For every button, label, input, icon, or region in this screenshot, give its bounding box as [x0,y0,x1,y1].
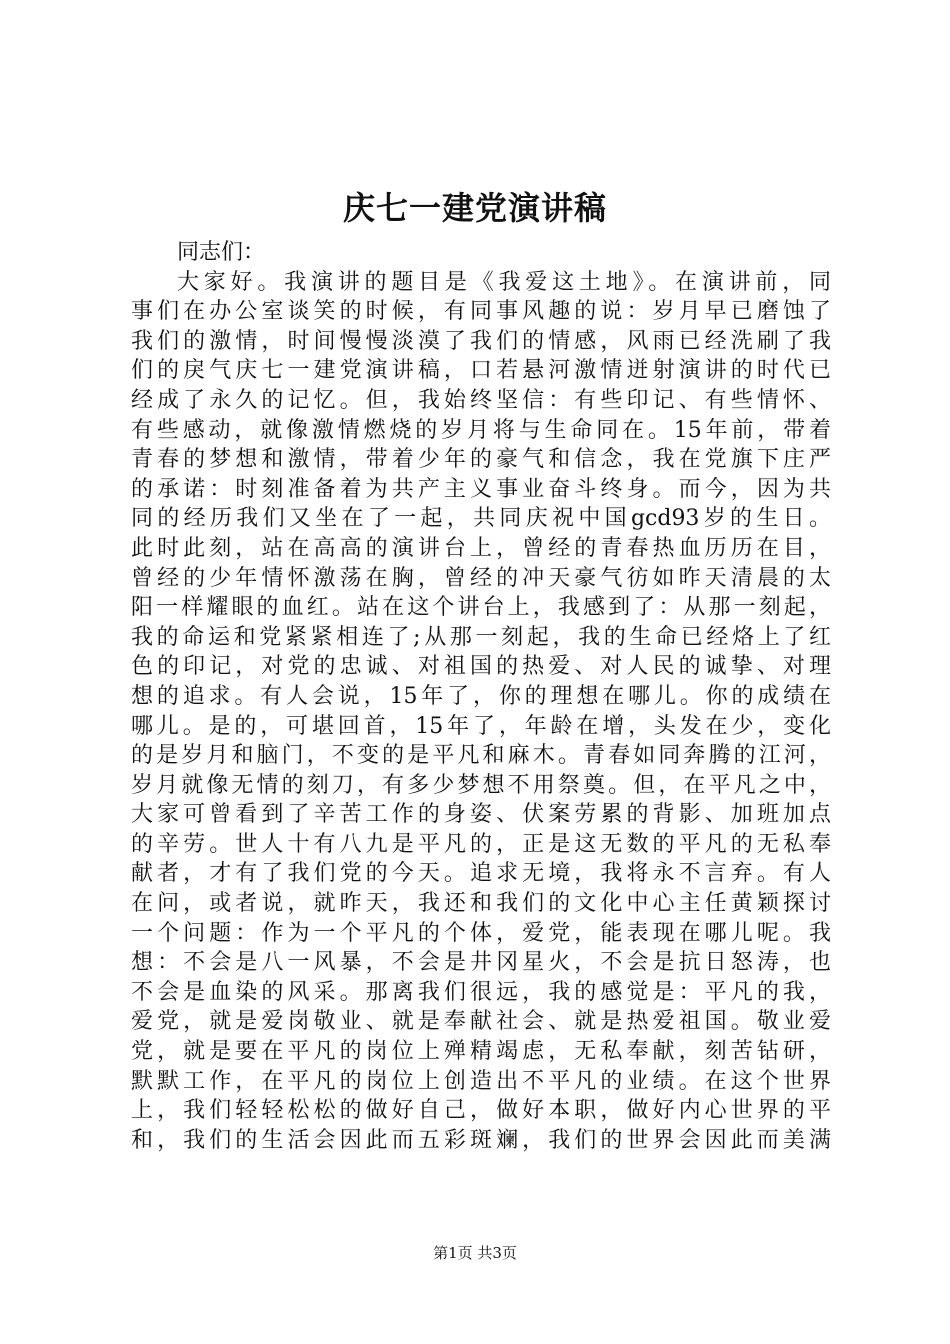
paragraph-line: 我们的激情，时间慢慢淡漠了我们的情感，风雨已经洗刷了我 [131,328,831,354]
paragraph-line: 上，我们轻轻松松的做好自己，做好本职，做好内心世界的平 [131,1098,831,1124]
paragraph-line: 不会是血染的风采。那离我们很远，我的感觉是：平凡的我， [131,979,831,1005]
salutation-line: 同志们： [177,240,266,265]
paragraph-line: 的辛劳。世人十有八九是平凡的，正是这无数的平凡的无私奉 [131,831,831,857]
document-title: 庆七一建党演讲稿 [342,189,607,227]
paragraph-line: 哪儿。是的，可堪回首，15年了，年龄在增，头发在少，变化 [131,713,831,739]
paragraph-line: 的承诺：时刻准备着为共产主义事业奋斗终身。而今，因为共 [131,476,831,502]
paragraph-line: 我的命运和党紧紧相连了;从那一刻起，我的生命已经烙上了红 [131,624,831,650]
paragraph-line: 在问，或者说，就昨天，我还和我们的文化中心主任黄颖探讨 [131,891,831,917]
paragraph-line: 们的戾气庆七一建党演讲稿，口若悬河激情迸射演讲的时代已 [131,358,831,384]
paragraph-line: 爱党，就是爱岗敬业、就是奉献社会、就是热爱祖国。敬业爱 [131,1009,831,1035]
paragraph-line: 想的追求。有人会说，15年了，你的理想在哪儿。你的成绩在 [131,683,831,709]
page-indicator: 第1页 共3页 [433,1244,517,1262]
paragraph-line: 青春的梦想和激情，带着少年的豪气和信念，我在党旗下庄严 [131,447,831,473]
paragraph-line: 事们在办公室谈笑的时候，有同事风趣的说：岁月早已磨蚀了 [131,299,831,325]
paragraph-line: 党，就是要在平凡的岗位上殚精竭虑，无私奉献，刻苦钻研， [131,1039,831,1065]
paragraph-line: 经成了永久的记忆。但，我始终坚信：有些印记、有些情怀、 [131,387,831,413]
paragraph-line: 有些感动，就像激情燃烧的岁月将与生命同在。15年前，带着 [131,417,831,443]
paragraph-line: 和，我们的生活会因此而五彩斑斓，我们的世界会因此而美满 [131,1127,831,1153]
paragraph-line: 阳一样耀眼的血红。站在这个讲台上，我感到了：从那一刻起， [131,595,831,621]
paragraph-line: 曾经的少年情怀激荡在胸，曾经的冲天豪气彷如昨天清晨的太 [131,565,831,591]
paragraph-line: 献者，才有了我们党的今天。追求无境，我将永不言弃。有人 [131,861,831,887]
paragraph-line: 岁月就像无情的刻刀，有多少梦想不用祭奠。但，在平凡之中， [131,772,831,798]
paragraph-line: 大家可曾看到了辛苦工作的身姿、伏案劳累的背影、加班加点 [131,802,831,828]
paragraph-line: 同的经历我们又坐在了一起，共同庆祝中国gcd93岁的生日。 [131,506,831,532]
paragraph-line: 一个问题：作为一个平凡的个体，爱党，能表现在哪儿呢。我 [131,920,831,946]
paragraph-line: 此时此刻，站在高高的演讲台上，曾经的青春热血历历在目， [131,535,831,561]
paragraph-line: 大家好。我演讲的题目是《我爱这土地》。在演讲前，同 [177,269,831,295]
paragraph-line: 默默工作，在平凡的岗位上创造出不平凡的业绩。在这个世界 [131,1068,831,1094]
document-body [131,238,831,1155]
paragraph-line: 的是岁月和脑门，不变的是平凡和麻木。青春如同奔腾的江河， [131,743,831,769]
paragraph-line: 色的印记，对党的忠诚、对祖国的热爱、对人民的诚挚、对理 [131,654,831,680]
paragraph-line: 想：不会是八一风暴，不会是井冈星火，不会是抗日怒涛，也 [131,950,831,976]
